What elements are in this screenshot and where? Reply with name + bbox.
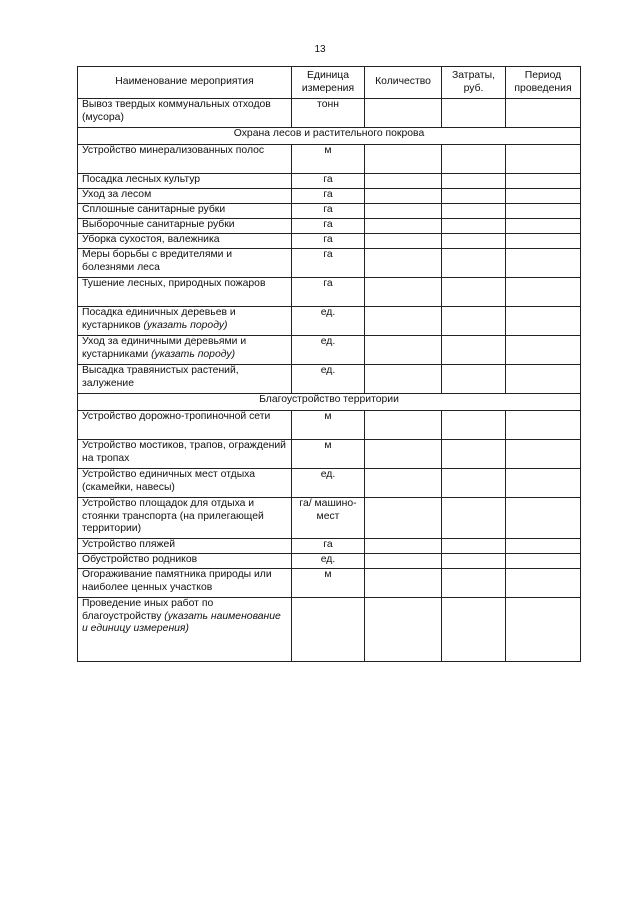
table-header-row (78, 67, 581, 99)
quantity-cell (365, 99, 442, 128)
header-quantity: Количество (365, 67, 442, 99)
cost-cell (442, 249, 506, 278)
cost-cell (442, 219, 506, 234)
cost-cell (442, 554, 506, 569)
activity-unit: га (292, 189, 365, 204)
section-title: Благоустройство территории (78, 394, 581, 411)
activity-unit: м (292, 145, 365, 174)
activity-unit: га (292, 278, 365, 307)
activity-unit: ед. (292, 365, 365, 394)
period-cell (506, 539, 581, 554)
section-row (78, 394, 581, 411)
activity-name: Высадка травянистых растений, залужение (78, 365, 292, 394)
activity-name: Тушение лесных, природных пожаров (78, 278, 292, 307)
activity-name: Устройство пляжей (78, 539, 292, 554)
header-cost: Затраты, руб. (442, 67, 506, 99)
activity-unit: тонн (292, 99, 365, 128)
period-cell (506, 569, 581, 598)
activity-unit: м (292, 411, 365, 440)
period-cell (506, 219, 581, 234)
cost-cell (442, 99, 506, 128)
activity-unit: га/ машино-мест (292, 498, 365, 539)
cost-cell (442, 234, 506, 249)
activity-name-note: (указать наименование и единицу измерения) (82, 610, 281, 635)
table-row (78, 145, 581, 174)
cost-cell (442, 336, 506, 365)
activity-unit: га (292, 219, 365, 234)
cost-cell (442, 174, 506, 189)
activity-name: Устройство минерализованных полос (78, 145, 292, 174)
section-row (78, 128, 581, 145)
quantity-cell (365, 498, 442, 539)
cost-cell (442, 278, 506, 307)
activity-name: Сплошные санитарные рубки (78, 204, 292, 219)
activities-table (77, 66, 581, 662)
cost-cell (442, 598, 506, 662)
period-cell (506, 598, 581, 662)
activity-unit: га (292, 539, 365, 554)
table-row (78, 569, 581, 598)
activity-name-cell (78, 336, 292, 365)
table-row (78, 598, 581, 662)
activity-name: Проведение иных работ по благоустройству (82, 598, 214, 622)
cost-cell (442, 204, 506, 219)
activity-name: Устройство площадок для отдыха и стоянки транспорта (на прилегающей территории) (78, 498, 292, 539)
cost-cell (442, 539, 506, 554)
period-cell (506, 189, 581, 204)
activity-name: Вывоз твердых коммунальных отходов (мусора) (78, 99, 292, 128)
activity-name: Посадка единичных деревьев и кустарников (82, 307, 236, 331)
period-cell (506, 278, 581, 307)
table-row (78, 554, 581, 569)
quantity-cell (365, 554, 442, 569)
quantity-cell (365, 569, 442, 598)
period-cell (506, 469, 581, 498)
quantity-cell (365, 219, 442, 234)
activity-name: Меры борьбы с вредителями и болезнями леса (78, 249, 292, 278)
period-cell (506, 336, 581, 365)
activity-name-cell (78, 307, 292, 336)
period-cell (506, 234, 581, 249)
activity-name: Посадка лесных культур (78, 174, 292, 189)
period-cell (506, 249, 581, 278)
activity-unit: ед. (292, 554, 365, 569)
activity-name: Устройство единичных мест отдыха (скамейки, навесы) (78, 469, 292, 498)
activity-unit: м (292, 440, 365, 469)
table-row (78, 307, 581, 336)
quantity-cell (365, 145, 442, 174)
activity-unit: ед. (292, 469, 365, 498)
table-row (78, 234, 581, 249)
activity-name: Огораживание памятника природы или наиболее ценных участков (78, 569, 292, 598)
activity-name: Устройство мостиков, трапов, ограждений на тропах (78, 440, 292, 469)
activity-unit (292, 598, 365, 662)
table-row (78, 278, 581, 307)
quantity-cell (365, 539, 442, 554)
period-cell (506, 554, 581, 569)
activity-name: Выборочные санитарные рубки (78, 219, 292, 234)
header-name: Наименование мероприятия (78, 67, 292, 99)
quantity-cell (365, 174, 442, 189)
activity-name: Уход за единичными деревьями и кустарниками (82, 336, 247, 360)
activity-unit: ед. (292, 307, 365, 336)
cost-cell (442, 145, 506, 174)
period-cell (506, 145, 581, 174)
activity-unit: га (292, 249, 365, 278)
activity-name: Уход за лесом (78, 189, 292, 204)
table-row (78, 204, 581, 219)
quantity-cell (365, 440, 442, 469)
table-row (78, 411, 581, 440)
period-cell (506, 498, 581, 539)
quantity-cell (365, 234, 442, 249)
table-row (78, 440, 581, 469)
quantity-cell (365, 469, 442, 498)
period-cell (506, 365, 581, 394)
cost-cell (442, 498, 506, 539)
table-row (78, 249, 581, 278)
header-period: Период проведения (506, 67, 581, 99)
cost-cell (442, 469, 506, 498)
quantity-cell (365, 598, 442, 662)
cost-cell (442, 440, 506, 469)
quantity-cell (365, 307, 442, 336)
quantity-cell (365, 278, 442, 307)
table-row (78, 469, 581, 498)
activity-name: Устройство дорожно-тропиночной сети (78, 411, 292, 440)
header-unit: Единица измерения (292, 67, 365, 99)
table-row (78, 174, 581, 189)
period-cell (506, 174, 581, 189)
activity-name: Уборка сухостоя, валежника (78, 234, 292, 249)
activity-name: Обустройство родников (78, 554, 292, 569)
cost-cell (442, 411, 506, 440)
cost-cell (442, 189, 506, 204)
activity-unit: ед. (292, 336, 365, 365)
table-row (78, 498, 581, 539)
period-cell (506, 204, 581, 219)
section-title: Охрана лесов и растительного покрова (78, 128, 581, 145)
table-row (78, 539, 581, 554)
activity-unit: м (292, 569, 365, 598)
period-cell (506, 440, 581, 469)
quantity-cell (365, 336, 442, 365)
activity-unit: га (292, 234, 365, 249)
activity-name-note: (указать породу) (143, 319, 228, 331)
cost-cell (442, 365, 506, 394)
table-row (78, 365, 581, 394)
activity-name-note: (указать породу) (151, 348, 236, 360)
quantity-cell (365, 411, 442, 440)
table-row (78, 336, 581, 365)
quantity-cell (365, 365, 442, 394)
period-cell (506, 411, 581, 440)
quantity-cell (365, 204, 442, 219)
page-number: 13 (314, 44, 326, 55)
table-row (78, 189, 581, 204)
period-cell (506, 307, 581, 336)
period-cell (506, 99, 581, 128)
cost-cell (442, 569, 506, 598)
quantity-cell (365, 249, 442, 278)
activity-unit: га (292, 174, 365, 189)
cost-cell (442, 307, 506, 336)
table-row (78, 219, 581, 234)
table-row (78, 99, 581, 128)
activity-name-cell (78, 598, 292, 662)
quantity-cell (365, 189, 442, 204)
activity-unit: га (292, 204, 365, 219)
